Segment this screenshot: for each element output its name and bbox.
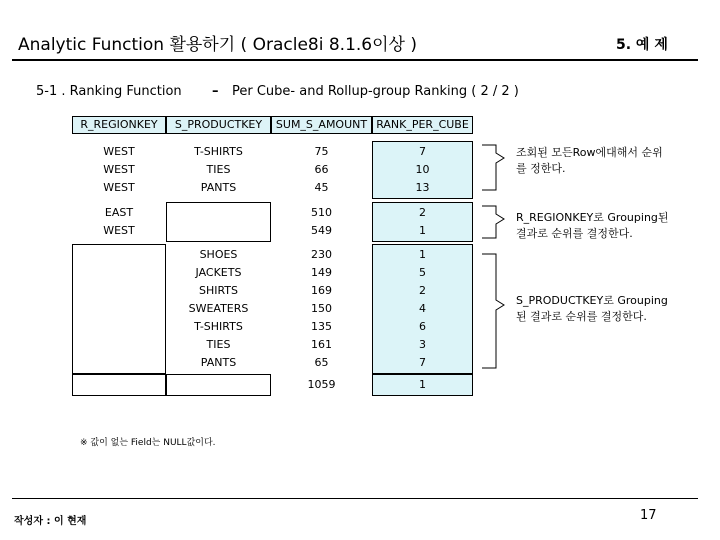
- cell-amount: 150: [311, 302, 332, 315]
- cell-region: WEST: [103, 181, 135, 194]
- cell-region: EAST: [104, 206, 134, 219]
- cell-product: [166, 222, 271, 240]
- cell-rank: 7: [419, 145, 426, 158]
- cell-region: WEST: [103, 163, 135, 176]
- cell-amount: 149: [311, 266, 332, 279]
- cell-rank: 2: [419, 206, 426, 219]
- column-header-product: S_PRODUCTKEY: [166, 116, 271, 134]
- cell-product: JACKETS: [195, 266, 242, 279]
- cell-region: [72, 318, 166, 336]
- cell-amount: 510: [311, 206, 332, 219]
- footer-divider: [12, 498, 698, 499]
- bracket-group2: [482, 206, 504, 238]
- cell-rank: 1: [419, 378, 426, 391]
- cell-product: SWEATERS: [188, 302, 249, 315]
- cell-rank: 5: [419, 266, 426, 279]
- note-brackets: [480, 140, 520, 380]
- cell-product: SHOES: [199, 248, 238, 261]
- cell-amount: 230: [311, 248, 332, 261]
- cell-region: [72, 246, 166, 264]
- cell-product: SHIRTS: [198, 284, 239, 297]
- footnote: ※ 값이 없는 Field는 NULL값이다.: [80, 438, 216, 448]
- cell-rank: 6: [419, 320, 426, 333]
- cell-rank: 7: [419, 356, 426, 369]
- bracket-group3: [482, 254, 504, 368]
- cell-region: [72, 300, 166, 318]
- column-header-amount: SUM_S_AMOUNT: [271, 116, 372, 134]
- note-region-grouping: R_REGIONKEY로 Grouping된 결과로 순위를 결정한다.: [516, 211, 669, 240]
- cell-product: PANTS: [200, 181, 237, 194]
- cell-rank: 10: [415, 163, 430, 176]
- cell-region: WEST: [103, 145, 135, 158]
- cell-rank: 4: [419, 302, 426, 315]
- cell-amount: 549: [311, 224, 332, 237]
- cell-amount: 135: [311, 320, 332, 333]
- section-subtitle: Per Cube- and Rollup-group Ranking ( 2 / 2 ): [232, 84, 519, 99]
- cell-rank: 1: [419, 224, 426, 237]
- author-label: 작성자 : 이 현재: [14, 516, 87, 527]
- cell-product: [166, 376, 271, 394]
- cell-product: TIES: [206, 163, 231, 176]
- cell-amount: 65: [314, 356, 329, 369]
- cell-region: [72, 282, 166, 300]
- cell-region: [72, 354, 166, 372]
- cell-amount: 75: [314, 145, 329, 158]
- cell-product: [166, 204, 271, 222]
- page-title: Analytic Function 활용하기 ( Oracle8i 8.1.6이상 ): [18, 35, 417, 55]
- cell-rank: 1: [419, 248, 426, 261]
- cell-product: PANTS: [200, 356, 237, 369]
- cell-amount: 161: [311, 338, 332, 351]
- cell-region: [72, 376, 166, 394]
- cell-amount: 169: [311, 284, 332, 297]
- cell-amount: 66: [314, 163, 329, 176]
- cell-region: WEST: [103, 224, 135, 237]
- cell-amount: 45: [314, 181, 329, 194]
- cell-product: T-SHIRTS: [194, 145, 243, 158]
- section-dash: –: [212, 84, 219, 99]
- cell-region: [72, 264, 166, 282]
- cell-product: TIES: [206, 338, 231, 351]
- chapter-label: 5. 예 제: [616, 37, 668, 53]
- title-divider: [12, 59, 698, 61]
- cell-amount: 1059: [307, 378, 336, 391]
- cell-region: [72, 336, 166, 354]
- column-header-rank: RANK_PER_CUBE: [372, 116, 473, 134]
- cell-rank: 13: [415, 181, 430, 194]
- note-all-rows: 조회된 모든Row에대해서 순위 를 정한다.: [516, 146, 663, 175]
- cell-rank: 3: [419, 338, 426, 351]
- section-title: 5-1 . Ranking Function: [36, 84, 182, 99]
- page-number: 17: [640, 508, 657, 523]
- cell-rank: 2: [419, 284, 426, 297]
- note-product-grouping: S_PRODUCTKEY로 Grouping 된 결과로 순위를 결정한다.: [516, 294, 668, 323]
- cell-product: T-SHIRTS: [194, 320, 243, 333]
- bracket-group1: [482, 145, 504, 190]
- column-header-region: R_REGIONKEY: [72, 116, 166, 134]
